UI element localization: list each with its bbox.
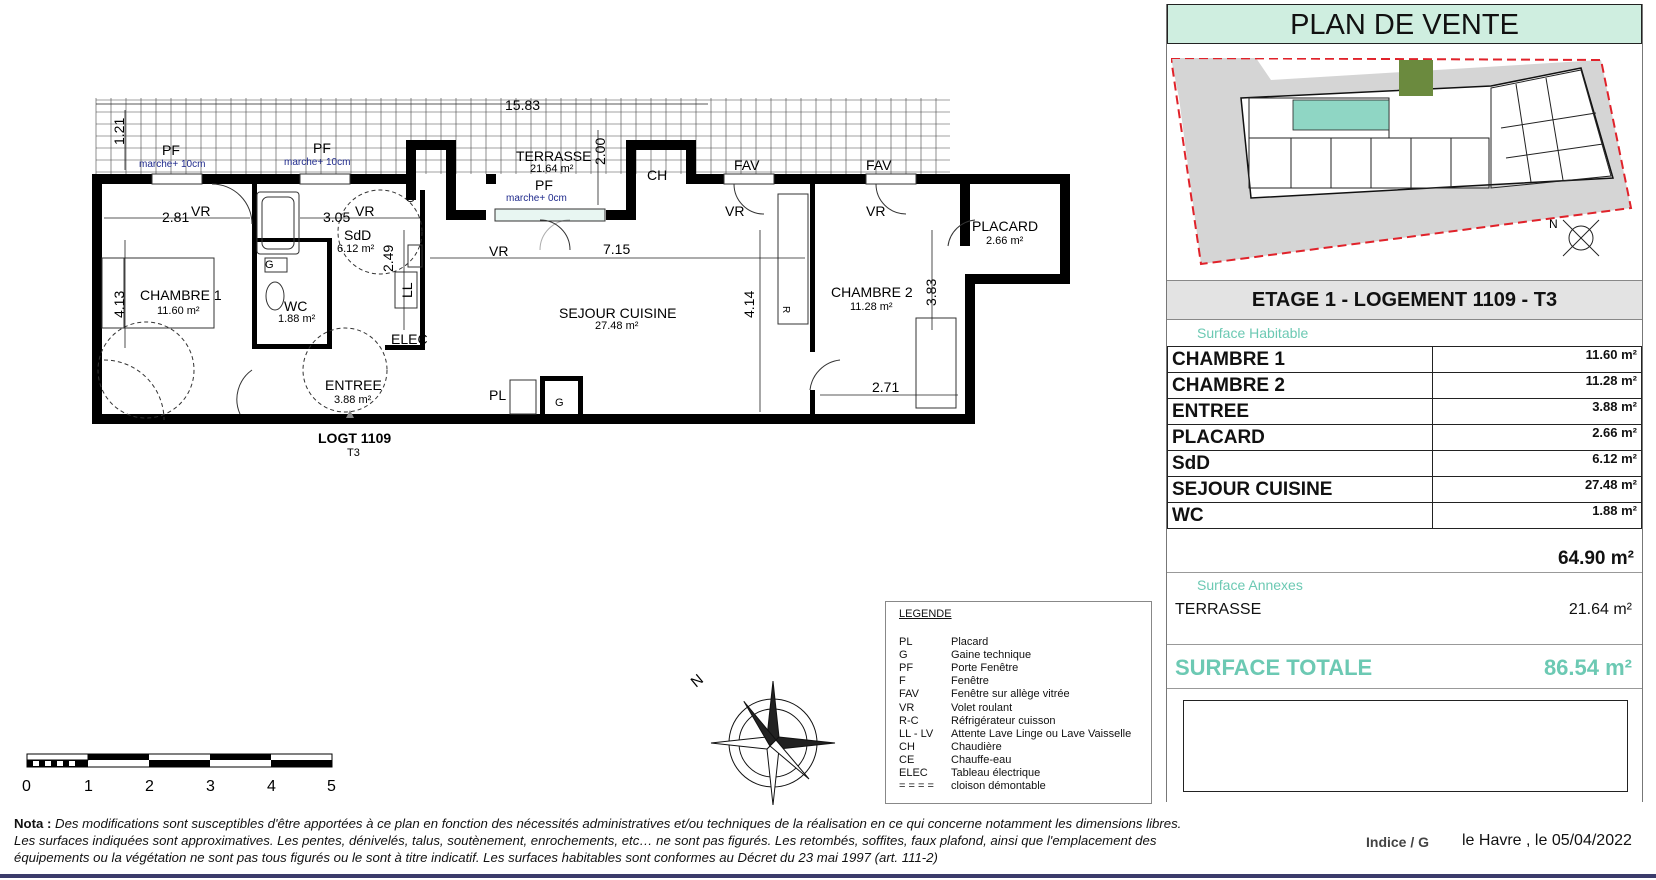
scale-tick-0: 0: [22, 778, 31, 795]
legend-code: CH: [899, 740, 915, 753]
key-plan-north: N: [1549, 217, 1558, 231]
rooms-table: [1167, 346, 1642, 529]
legend-label: Fenêtre sur allège vitrée: [951, 688, 1070, 701]
room-area-wc: 1.88 m²: [278, 313, 316, 325]
dim-sdd-width: 3.05: [323, 209, 351, 225]
legend-item: [899, 754, 1011, 766]
panel-title: PLAN DE VENTE: [1167, 4, 1642, 44]
bottom-border: [0, 874, 1656, 878]
legend-item: [899, 636, 988, 648]
place-date: le Havre , le 05/04/2022: [1462, 832, 1632, 849]
legend-item: [899, 767, 1040, 779]
legend-label: Chauffe-eau: [951, 753, 1012, 766]
total-label: SURFACE TOTALE: [1175, 655, 1373, 680]
legend-label: Porte Fenêtre: [951, 662, 1019, 675]
room-area-sejour: 27.48 m²: [595, 320, 639, 332]
dim-sdd-depth: 2.49: [380, 244, 396, 272]
scale-tick-3: 3: [206, 778, 215, 795]
annex-name: TERRASSE: [1175, 601, 1262, 618]
room-area: 11.60 m²: [1433, 347, 1642, 373]
room-label-sejour: SEJOUR CUISINE: [559, 305, 677, 321]
legend-label: Fenêtre: [951, 675, 989, 688]
table-row: [1168, 347, 1642, 373]
legend-label: Volet roulant: [951, 701, 1013, 714]
dim-overall: 15.83: [505, 97, 541, 113]
legend-code: G: [899, 649, 908, 662]
label-fav-1: FAV: [734, 157, 760, 173]
table-row: [1168, 425, 1642, 451]
room-name: PLACARD: [1168, 425, 1433, 451]
dim-ch1-depth: 4.13: [111, 290, 127, 318]
legend-label: Réfrigérateur cuisson: [951, 714, 1056, 727]
nota-line-2: Les surfaces indiquées sont approximatives. Les pentes, dénivelés, talus, soutènement, enrochements, etc… ne sont pas figurés. Les retombés, soffites, faux plafond, ainsi que l'emplacement des: [14, 833, 1157, 848]
sale-plan-panel: [1166, 4, 1643, 802]
scale-bar: [22, 754, 336, 795]
legend-item: [899, 780, 1046, 792]
room-label-wc: WC: [284, 298, 308, 314]
floor-title: ETAGE 1 - LOGEMENT 1109 - T3: [1167, 280, 1642, 320]
label-vr-5: VR: [866, 203, 886, 219]
label-pf-1: PF: [162, 142, 180, 158]
label-fav-2: FAV: [866, 157, 892, 173]
legend-code: PL: [899, 636, 913, 648]
dim-ch2-width: 2.71: [872, 379, 900, 395]
legend-item: [899, 675, 989, 687]
scale-tick-1: 1: [84, 778, 93, 795]
nota-line-1: Des modifications sont susceptibles d'être apportées à ce plan en fonction des nécessités administratives et/ou techniques de la réalisation en ce qui concerne notamment les dimensions libres.: [55, 816, 1182, 831]
room-area-entree: 3.88 m²: [334, 394, 372, 406]
room-area: 3.88 m²: [1433, 399, 1642, 425]
plan-labels: [111, 97, 1038, 459]
scale-tick-5: 5: [327, 778, 336, 795]
legend-code: CE: [899, 753, 915, 766]
legend-code: PF: [899, 662, 914, 675]
label-marche-2: marche+ 10cm: [284, 157, 351, 168]
legend-code: F: [899, 675, 906, 688]
room-area-placard: 2.66 m²: [986, 235, 1024, 247]
footer-note: [14, 815, 1314, 866]
divider: [1167, 644, 1642, 645]
divider: [1167, 688, 1642, 689]
label-elec: ELEC: [391, 331, 428, 347]
label-pf-2: PF: [313, 140, 331, 156]
room-name: WC: [1168, 503, 1433, 529]
indice: Indice / G: [1366, 834, 1430, 850]
legend-code: = = = =: [899, 780, 934, 793]
label-vr-1: VR: [191, 203, 211, 219]
legend-code: LL - LV: [899, 727, 934, 740]
scale-tick-4: 4: [267, 778, 276, 795]
total-value: 86.54 m²: [1543, 655, 1632, 680]
legend-code: R-C: [899, 714, 919, 727]
room-label-chambre1: CHAMBRE 1: [140, 287, 222, 303]
label-marche-1: marche+ 10cm: [139, 159, 206, 170]
annex-area: 21.64 m²: [1568, 601, 1632, 618]
key-plan-compass-icon: [1549, 217, 1599, 256]
legend-label: Placard: [951, 636, 989, 648]
logt-type: T3: [347, 447, 360, 459]
dim-ch2-depth: 3.83: [923, 278, 939, 306]
room-area: 2.66 m²: [1433, 425, 1642, 451]
nota-line-3: équipements ou la végétation ne sont pas tous figurés ou le sont à titre indicatif. Les surfaces habitables sont conformes au Décret du 23 mai 1997 (art. 111-2): [14, 850, 938, 865]
compass-icon: [688, 671, 835, 805]
habitable-total: 64.90 m²: [1557, 548, 1634, 569]
dim-sejour-depth: 4.14: [741, 290, 757, 318]
room-area: 27.48 m²: [1433, 477, 1642, 503]
legend-label: Gaine technique: [951, 649, 1032, 662]
legend-item: [899, 741, 1002, 753]
surface-annexes-label: Surface Annexes: [1197, 577, 1303, 593]
room-label-sdd: SdD: [344, 227, 372, 243]
table-row: [1168, 373, 1642, 399]
logt-label: LOGT 1109: [318, 430, 392, 446]
legend-label: cloison démontable: [951, 780, 1046, 793]
room-name: SEJOUR CUISINE: [1168, 477, 1433, 503]
room-label-terrasse: TERRASSE: [516, 148, 592, 164]
scale-tick-2: 2: [145, 778, 154, 795]
room-area-chambre1: 11.60 m²: [157, 305, 200, 317]
room-area-terrasse: 21.64 m²: [530, 163, 574, 175]
legend-item: [899, 649, 1031, 661]
room-area: 1.88 m²: [1433, 503, 1642, 529]
room-area-chambre2: 11.28 m²: [850, 301, 893, 313]
legend-label: Tableau électrique: [951, 767, 1041, 779]
legend-code: FAV: [899, 688, 919, 701]
legend-title: LEGENDE: [899, 608, 952, 620]
key-plan: [1171, 58, 1639, 276]
label-g-3: G: [555, 397, 564, 409]
legend-label: Chaudière: [951, 740, 1002, 753]
room-name: SdD: [1168, 451, 1433, 477]
table-row: [1168, 451, 1642, 477]
label-g-2: G: [265, 259, 274, 271]
room-name: CHAMBRE 2: [1168, 373, 1433, 399]
table-row: [1168, 477, 1642, 503]
notes-box: [1183, 700, 1628, 792]
key-plan-highlight: [1293, 100, 1389, 130]
table-row: [1168, 399, 1642, 425]
label-vr-2: VR: [355, 203, 375, 219]
legend-item: [899, 702, 1012, 714]
legend-item: [899, 715, 1056, 727]
room-name: ENTREE: [1168, 399, 1433, 425]
dim-ch1-width: 2.81: [162, 209, 190, 225]
label-pf-3: PF: [535, 177, 553, 193]
compass-north: N: [687, 671, 707, 692]
label-vr-3: VR: [489, 243, 509, 259]
room-label-entree: ENTREE: [325, 377, 382, 393]
label-vr-4: VR: [725, 203, 745, 219]
legend-item: [899, 728, 1131, 740]
label-marche-3: marche+ 0cm: [506, 193, 567, 204]
label-g-1: G: [406, 193, 415, 205]
room-label-placard: PLACARD: [972, 218, 1039, 234]
surface-habitable-label: Surface Habitable: [1197, 325, 1309, 341]
dim-terrace-notch: 2.00: [592, 137, 608, 165]
room-label-chambre2: CHAMBRE 2: [831, 284, 913, 300]
legend-box: [885, 601, 1152, 804]
legend-label: Attente Lave Linge ou Lave Vaisselle: [951, 727, 1132, 740]
legend-item: [899, 688, 1070, 700]
legend-code: ELEC: [899, 767, 928, 779]
label-ch: CH: [647, 167, 668, 183]
room-area: 11.28 m²: [1433, 373, 1642, 399]
nota-label: Nota :: [14, 816, 52, 831]
label-r: R: [780, 306, 791, 314]
divider: [1167, 572, 1642, 573]
label-pl: PL: [489, 387, 507, 403]
room-area: 6.12 m²: [1433, 451, 1642, 477]
label-ll: LL: [399, 282, 415, 298]
dim-sejour-width: 7.15: [603, 241, 631, 257]
table-row: [1168, 503, 1642, 529]
legend-item: [899, 662, 1018, 674]
room-name: CHAMBRE 1: [1168, 347, 1433, 373]
dim-terrace-depth: 1.21: [111, 117, 127, 145]
legend-code: VR: [899, 701, 915, 714]
room-area-sdd: 6.12 m²: [337, 243, 375, 255]
